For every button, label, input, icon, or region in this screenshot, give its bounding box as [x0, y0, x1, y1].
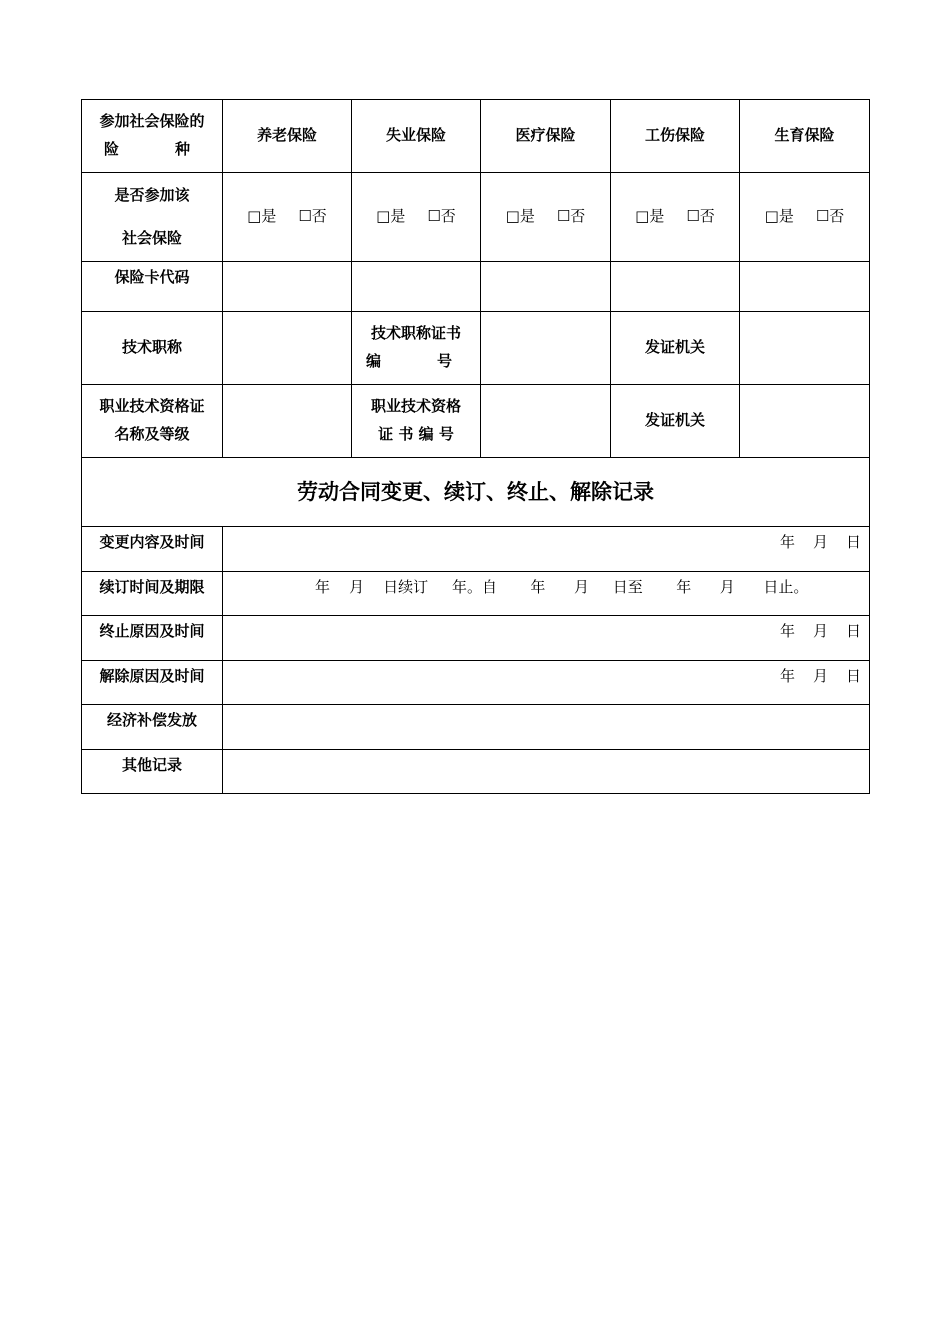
medical-insurance: 医疗保险 [481, 100, 611, 173]
technical-title-label: 技术职称 [82, 312, 223, 385]
qual-cert-no-label: 职业技术资格 证 书 编 号 [352, 385, 481, 458]
compensation-value[interactable] [223, 705, 870, 750]
no-checkbox[interactable]: ☐否 [556, 207, 586, 226]
no-checkbox[interactable]: ☐否 [815, 207, 845, 226]
title-issuer-label: 发证机关 [611, 312, 740, 385]
yes-checkbox[interactable]: □是 [247, 207, 277, 226]
no-checkbox[interactable]: ☐否 [298, 207, 327, 226]
compensation-label: 经济补偿发放 [82, 705, 223, 750]
qual-cert-no-value[interactable] [481, 385, 611, 458]
technical-title-row [82, 312, 870, 385]
no-checkbox[interactable]: ☐否 [686, 207, 715, 226]
renew-value[interactable]: 年 月 日续订 年。自 年 月 日至 年 月 日止。 [223, 572, 870, 616]
compensation-row [82, 705, 870, 750]
qualification-label: 职业技术资格证 名称及等级 [82, 385, 223, 458]
qual-issuer-label: 发证机关 [611, 385, 740, 458]
insurance-type-row [82, 100, 870, 173]
qualification-row [82, 385, 870, 458]
title-cert-no-label: 技术职称证书 编 号 [352, 312, 481, 385]
participation-label: 是否参加该 社会保险 [82, 173, 223, 262]
pension-insurance: 养老保险 [223, 100, 352, 173]
dismiss-value[interactable]: 年 月 日 [223, 661, 870, 705]
terminate-label: 终止原因及时间 [82, 616, 223, 661]
renew-label: 续订时间及期限 [82, 572, 223, 616]
title-cert-no-value[interactable] [481, 312, 611, 385]
other-row [82, 750, 870, 794]
maternity-insurance: 生育保险 [740, 100, 870, 173]
pension-participation[interactable] [223, 173, 352, 262]
other-label: 其他记录 [82, 750, 223, 794]
technical-title-value[interactable] [223, 312, 352, 385]
maternity-participation[interactable] [740, 173, 870, 262]
yes-checkbox[interactable]: □是 [376, 207, 406, 226]
card-code-pension[interactable] [223, 262, 352, 312]
qualification-value[interactable] [223, 385, 352, 458]
renew-row [82, 572, 870, 616]
change-value[interactable]: 年 月 日 [223, 527, 870, 572]
terminate-value[interactable]: 年 月 日 [223, 616, 870, 661]
section-title: 劳动合同变更、续订、终止、解除记录 [82, 458, 870, 527]
card-code-medical[interactable] [481, 262, 611, 312]
terminate-row [82, 616, 870, 661]
change-label: 变更内容及时间 [82, 527, 223, 572]
change-row [82, 527, 870, 572]
qual-issuer-value[interactable] [740, 385, 870, 458]
dismiss-label: 解除原因及时间 [82, 661, 223, 705]
card-code-work-injury[interactable] [611, 262, 740, 312]
yes-checkbox[interactable]: □是 [505, 207, 535, 226]
work-injury-insurance: 工伤保险 [611, 100, 740, 173]
work-injury-participation[interactable] [611, 173, 740, 262]
section-title-row [82, 458, 870, 527]
card-code-label: 保险卡代码 [82, 262, 223, 312]
medical-participation[interactable] [481, 173, 611, 262]
unemployment-participation[interactable] [352, 173, 481, 262]
insurance-type-label: 参加社会保险的 险 种 [82, 100, 223, 173]
no-checkbox[interactable]: ☐否 [427, 207, 456, 226]
other-value[interactable] [223, 750, 870, 794]
card-code-maternity[interactable] [740, 262, 870, 312]
yes-checkbox[interactable]: □是 [764, 207, 794, 226]
participation-row [82, 173, 870, 262]
title-issuer-value[interactable] [740, 312, 870, 385]
unemployment-insurance: 失业保险 [352, 100, 481, 173]
labor-contract-record-table [81, 99, 870, 794]
card-code-unemployment[interactable] [352, 262, 481, 312]
yes-checkbox[interactable]: □是 [635, 207, 665, 226]
dismiss-row [82, 661, 870, 705]
card-code-row [82, 262, 870, 312]
